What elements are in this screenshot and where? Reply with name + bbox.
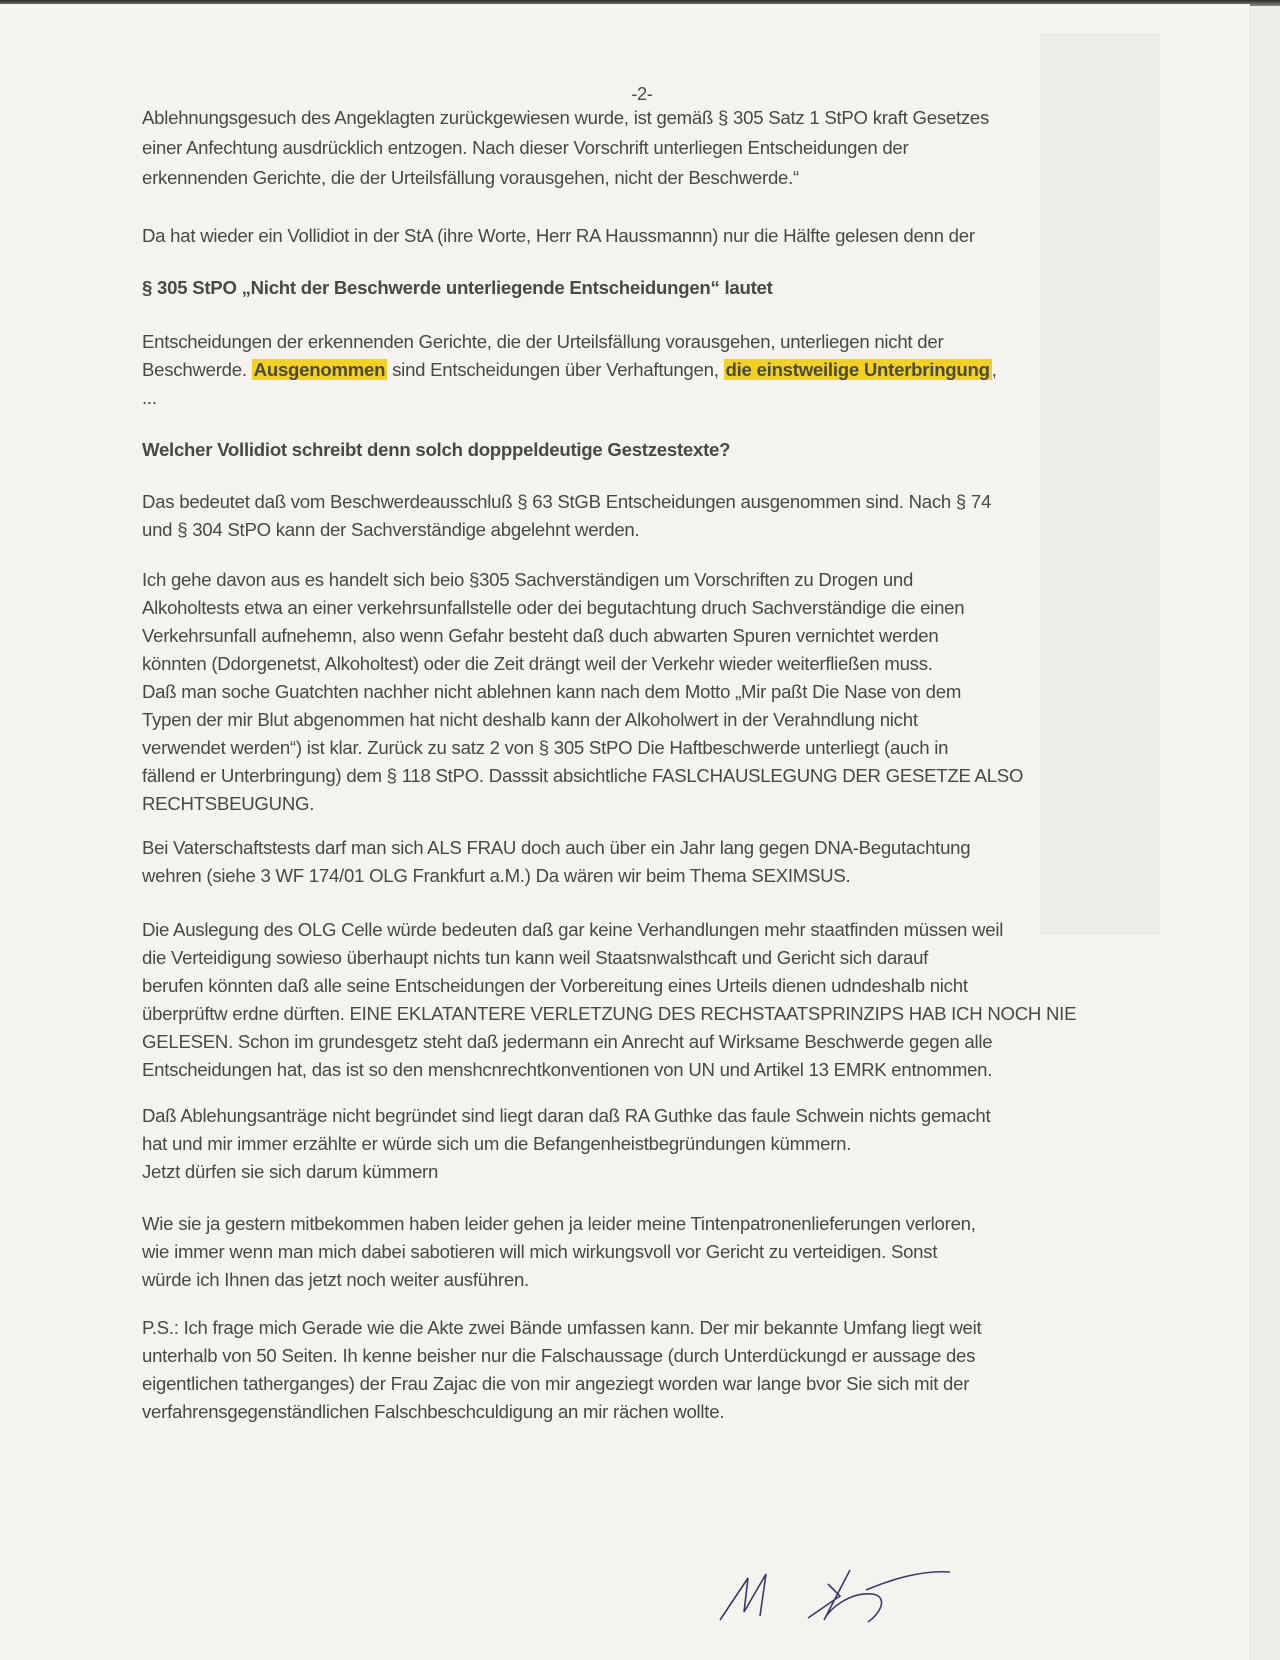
text-line: eigentlichen tatherganges) der Frau Zajac die von mir angeziegt worden war lange bvor Sie sich mit der [142, 1373, 970, 1394]
page-number: -2- [631, 84, 653, 104]
text-line: die Verteidigung sowieso überhaupt nichts tun kann weil Staatsnwalsthcaft und Gericht sich darauf [142, 947, 929, 968]
text-span: sind Entscheidungen über Verhaftungen, [387, 359, 724, 380]
section-heading [142, 274, 773, 302]
text-line: und § 304 StPO kann der Sachverständige abgelehnt werden. [142, 519, 640, 540]
text-line: verwendet werden“) ist klar. Zurück zu satz 2 von § 305 StPO Die Haftbeschwerde unterliegt (auch in [142, 737, 949, 758]
text-line: Entscheidungen der erkennenden Gerichte, die der Urteilsfällung vorausgehen, unterliegen nicht der [142, 331, 944, 352]
signature-stroke [720, 1574, 766, 1620]
text-line: Typen der mir Blut abgenommen hat nicht deshalb kann der Alkoholwert in der Verahndlung nicht [142, 709, 918, 730]
text-line: GELESEN. Schon im grundesgetz steht daß jedermann ein Anrecht auf Wirksame Beschwerde gegen alle [142, 1031, 993, 1052]
text-line: könnten (Ddorgenetst, Alkoholtest) oder die Zeit drängt weil der Verkehr wieder weiterfließen muss. [142, 653, 933, 674]
highlight-unterbringung: die einstweilige Unterbringung [725, 359, 990, 380]
text-line: hat und mir immer erzählte er würde sich um die Befangenheistbegründungen kümmern. [142, 1133, 852, 1154]
signature [700, 1550, 1000, 1640]
paragraph-quote-end [142, 104, 989, 192]
paragraph-beschwerdeausschluss [142, 488, 991, 544]
heading-question: Welcher Vollidiot schreibt denn solch dopppeldeutige Gestzestexte? [142, 439, 731, 460]
text-line: einer Anfechtung ausdrücklich entzogen. Nach dieser Vorschrift unterliegen Entscheidungen der [142, 137, 909, 158]
paragraph-vollidiot [142, 222, 975, 250]
paragraph-law-text [142, 328, 1142, 412]
text-line: Entscheidungen hat, das ist so den menshcnrechtkonventionen von UN und Artikel 13 EMRK entnommen. [142, 1059, 993, 1080]
text-line: Bei Vaterschaftstests darf man sich ALS FRAU doch auch über ein Jahr lang gegen DNA-Begutachtung [142, 837, 971, 858]
paragraph-olg-celle [142, 916, 1076, 1084]
paragraph-ablehnung [142, 1102, 990, 1186]
text-line: Alkoholtests etwa an einer verkehrsunfallstelle oder dei begutachtung druch Sachverständige die einen [142, 597, 965, 618]
paragraph-vaterschaft [142, 834, 970, 890]
text-line: würde ich Ihnen das jetzt noch weiter ausführen. [142, 1269, 529, 1290]
text-line: unterhalb von 50 Seiten. Ih kenne beisher nur die Falschaussage (durch Unterdückungd er aussage des [142, 1345, 976, 1366]
highlight-ausgenommen: Ausgenommen [253, 359, 386, 380]
text-line: Jetzt dürfen sie sich darum kümmern [142, 1161, 439, 1182]
text-span: Beschwerde. [142, 359, 252, 380]
text-line: verfahrensgegenständlichen Falschbeschculdigung an mir rächen wollte. [142, 1401, 725, 1422]
text-line: P.S.: Ich frage mich Gerade wie die Akte zwei Bände umfassen kann. Der mir bekannte Umfang liegt weit [142, 1317, 982, 1338]
paragraph-sachverstaendige [142, 566, 1023, 818]
text-line: Ich gehe davon aus es handelt sich beio §305 Sachverständigen um Vorschriften zu Drogen und [142, 569, 914, 590]
text-line: wie immer wenn man mich dabei sabotieren will mich wirkungsvoll vor Gericht zu verteidigen. Sonst [142, 1241, 938, 1262]
paragraph-ps [142, 1314, 981, 1426]
paragraph-tinte [142, 1210, 976, 1294]
underlying-page-edge [1250, 6, 1280, 1660]
ellipsis: ... [142, 387, 157, 408]
text-span: , [991, 359, 997, 380]
text-line: berufen könnten daß alle seine Entscheidungen der Vorbereitung eines Urteils dienen udndeshalb nicht [142, 975, 968, 996]
text-line: RECHTSBEUGUNG. [142, 793, 315, 814]
question-heading [142, 436, 730, 464]
signature-stroke [808, 1570, 950, 1622]
text-line: Ablehnungsgesuch des Angeklagten zurückgewiesen wurde, ist gemäß § 305 Satz 1 StPO kraft Gesetzes [142, 107, 990, 128]
text-line: Da hat wieder ein Vollidiot in der StA (ihre Worte, Herr RA Haussmannn) nur die Hälfte gelesen denn der [142, 225, 975, 246]
bleed-through [1040, 34, 1160, 934]
text-line: Das bedeutet daß vom Beschwerdeausschluß § 63 StGB Entscheidungen ausgenommen sind. Nach § 74 [142, 491, 992, 512]
heading-305: § 305 StPO „Nicht der Beschwerde unterliegende Entscheidungen“ lautet [142, 277, 773, 298]
text-line: Verkehrsunfall aufnehemn, also wenn Gefahr besteht daß duch abwarten Spuren vernichtet werden [142, 625, 939, 646]
text-line: erkennenden Gerichte, die der Urteilsfällung vorausgehen, nicht der Beschwerde.“ [142, 167, 799, 188]
text-line: fällend er Unterbringung) dem § 118 StPO. Dasssit absichtliche FASLCHAUSLEGUNG DER GESETZE ALSO [142, 765, 1024, 786]
text-line: Daß man soche Guatchten nachher nicht ablehnen kann nach dem Motto „Mir paßt Die Nase von dem [142, 681, 962, 702]
text-line: Daß Ablehungsanträge nicht begründet sind liegt daran daß RA Guthke das faule Schwein nichts gemacht [142, 1105, 991, 1126]
text-line: Die Auslegung des OLG Celle würde bedeuten daß gar keine Verhandlungen mehr staatfinden müssen weil [142, 919, 1004, 940]
text-line: Wie sie ja gestern mitbekommen haben leider gehen ja leider meine Tintenpatronenlieferungen verloren, [142, 1213, 976, 1234]
text-line: wehren (siehe 3 WF 174/01 OLG Frankfurt a.M.) Da wären wir beim Thema SEXIMSUS. [142, 865, 851, 886]
text-line: überprüftw erdne dürften. EINE EKLATANTERE VERLETZUNG DES RECHSTAATSPRINZIPS HAB ICH NOCH NIE [142, 1003, 1077, 1024]
text-line [142, 356, 1142, 384]
